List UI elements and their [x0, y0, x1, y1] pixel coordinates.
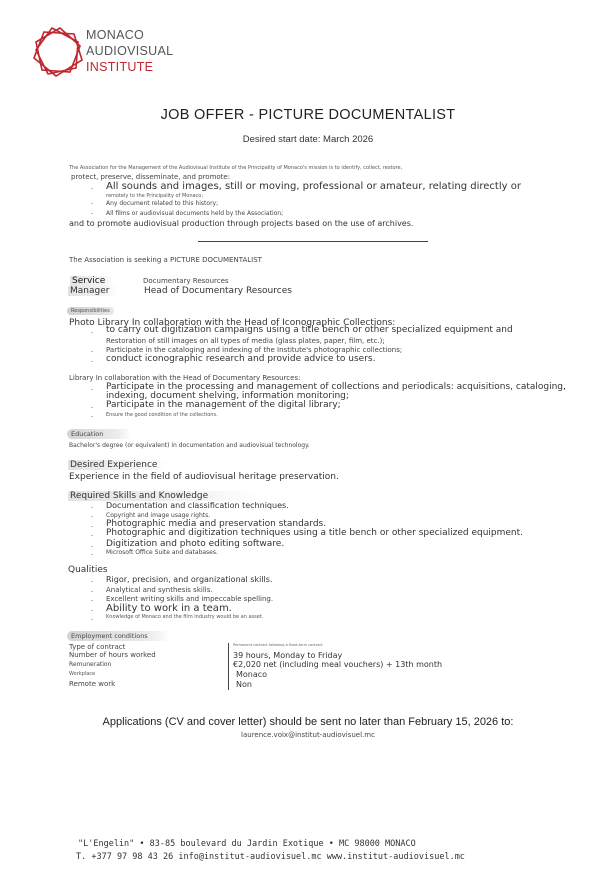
qualities-label: Qualities: [68, 565, 108, 575]
mission-item: All films or audiovisual documents held by the Association;: [106, 210, 284, 217]
employment-label: Remote work: [69, 680, 116, 688]
page-title: JOB OFFER - PICTURE DOCUMENTALIST: [160, 107, 456, 123]
footer-address: "L'Engelin" • 83-85 boulevard du Jardin Exotique • MC 98000 MONACO: [78, 839, 416, 849]
employment-label: Type of contract: [69, 643, 126, 651]
logo-line-3: INSTITUTE: [86, 60, 154, 74]
logo-line-2: AUDIOVISUAL: [86, 44, 174, 58]
photo-library-intro: Photo Library In collaboration with the Head of Iconographic Collections:: [69, 318, 396, 328]
bullet-dash: -: [91, 348, 94, 355]
divider: [198, 241, 428, 242]
photo-item: conduct iconographic research and provide advice to users.: [106, 354, 376, 364]
mission-item: Any document related to this history;: [106, 200, 219, 207]
employment-tag: Employment conditions: [67, 631, 170, 641]
employment-value: Monaco: [236, 670, 268, 679]
photo-item: to carry out digitization campaigns using a title bench or other specialized equipment and: [106, 325, 513, 335]
employment-value: €2,020 net (including meal vouchers) + 13th month: [233, 660, 443, 669]
mission-item: All sounds and images, still or moving, professional or amateur, relating directly or: [106, 181, 521, 192]
photo-item: Restoration of still images on all types of media (glass plates, paper, film, etc.);: [106, 337, 385, 345]
seeking-text: The Association is seeking a PICTURE DOCUMENTALIST: [69, 256, 262, 264]
bullet-dash: -: [91, 551, 94, 558]
bullet-dash: -: [91, 358, 94, 365]
library-item: Participate in the management of the digital library;: [106, 400, 341, 410]
quality-item: Excellent writing skills and impeccable spelling.: [106, 595, 274, 603]
experience-text: Experience in the field of audiovisual heritage preservation.: [69, 472, 339, 482]
employment-label: Workplace: [69, 671, 96, 677]
skill-item: Documentation and classification techniques.: [106, 501, 289, 510]
bullet-dash: -: [91, 386, 94, 393]
responsibilities-tag: Responsibilities: [67, 307, 114, 315]
bullet-dash: -: [91, 513, 94, 520]
education-text: Bachelor's degree (or equivalent) in documentation and audiovisual technology.: [69, 442, 310, 449]
employment-value: 39 hours, Monday to Friday: [233, 651, 343, 660]
quality-item: Analytical and synthesis skills.: [106, 586, 213, 594]
manager-value: Head of Documentary Resources: [144, 286, 292, 296]
education-tag: Education: [67, 429, 131, 439]
manager-label: Manager: [68, 286, 119, 296]
photo-item: Participate in the cataloging and indexing of the Institute's photographic collections;: [106, 346, 403, 354]
bullet-dash: -: [91, 404, 94, 411]
application-text: Applications (CV and cover letter) should be sent no later than February 15, 2026 to:: [102, 716, 514, 728]
bullet-dash: -: [91, 413, 94, 420]
library-item: indexing, document shelving, information monitoring;: [106, 391, 349, 401]
quality-item: Knowledge of Monaco and the film industry would be an asset.: [106, 614, 264, 620]
library-intro: Library In collaboration with the Head of Documentary Resources:: [69, 374, 301, 382]
experience-label: Desired Experience: [68, 460, 167, 470]
mission-text: The Association for the Management of the Audiovisual Institute of the Principality of Monaco's mission is to identify, collect, restore,: [69, 165, 403, 171]
library-item: Participate in the processing and management of collections and periodicals: acquisitions, cataloging,: [106, 382, 566, 392]
bullet-dash: -: [91, 210, 94, 217]
bullet-dash: -: [91, 504, 94, 511]
bullet-dash: -: [91, 200, 94, 207]
mission-text-cont: protect, preserve, disseminate, and promote:: [71, 173, 231, 181]
logo-mark-icon: [30, 24, 86, 78]
skill-item: Copyright and image usage rights.: [106, 512, 211, 519]
footer-contact: T. +377 97 98 43 26 info@institut-audiovisuel.mc www.institut-audiovisuel.mc: [76, 852, 465, 862]
skill-item: Microsoft Office Suite and databases.: [106, 549, 218, 556]
employment-label: Number of hours worked: [69, 651, 156, 659]
bullet-dash: -: [91, 616, 94, 623]
bullet-dash: -: [91, 543, 94, 550]
employment-value: Non: [236, 680, 252, 689]
skill-item: Photographic media and preservation standards.: [106, 519, 327, 529]
bullet-dash: -: [91, 523, 94, 530]
bullet-dash: -: [91, 607, 94, 614]
service-label: Service: [70, 276, 115, 286]
skill-item: Digitization and photo editing software.: [106, 539, 285, 549]
library-item: Ensure the good condition of the collections.: [106, 412, 218, 418]
bullet-dash: -: [91, 578, 94, 585]
bullet-dash: -: [91, 532, 94, 539]
bullet-dash: -: [91, 329, 94, 336]
bullet-dash: -: [91, 588, 94, 595]
service-value: Documentary Resources: [143, 277, 229, 285]
bullet-dash: -: [91, 597, 94, 604]
logo: [30, 24, 200, 82]
application-email[interactable]: laurence.voix@institut-audiovisuel.mc: [241, 731, 375, 739]
mission-item: remotely to the Principality of Monaco;: [106, 193, 204, 199]
employment-label: Remuneration: [69, 661, 112, 668]
employment-divider: [228, 643, 229, 690]
skill-item: Photographic and digitization techniques using a title bench or other specialized equipment.: [106, 528, 524, 538]
mission-closing: and to promote audiovisual production through projects based on the use of archives.: [69, 219, 414, 228]
bullet-dash: -: [91, 185, 94, 192]
employment-value: Permanent contract following a fixed-term contract: [233, 643, 323, 647]
start-date: Desired start date: March 2026: [242, 134, 374, 145]
logo-line-1: MONACO: [86, 28, 145, 42]
quality-item: Ability to work in a team.: [106, 603, 232, 614]
quality-item: Rigor, precision, and organizational skills.: [106, 575, 273, 584]
skills-label: Required Skills and Knowledge: [68, 491, 258, 501]
